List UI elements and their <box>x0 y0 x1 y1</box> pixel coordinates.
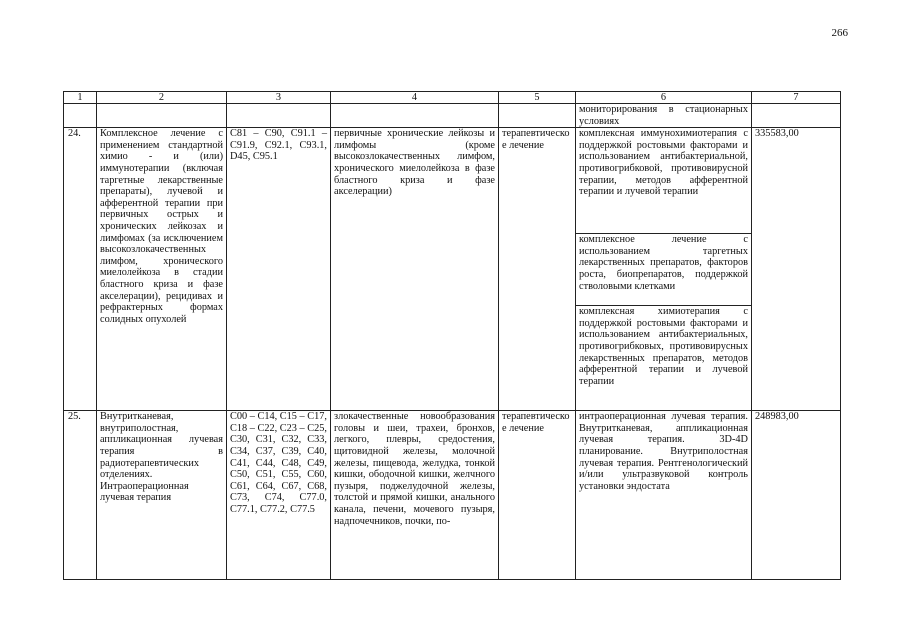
procedure-name: Внутритканевая, внутриполостная, аппликационная лучевая терапия в радиотерапевтических отделениях. Интраоперационная лучевая терапия <box>97 411 227 580</box>
treatment-type: терапевтическое лечение <box>499 128 576 411</box>
page-number: 266 <box>831 27 848 39</box>
diagnosis-codes: C00 – C14, C15 – C17, C18 – C22, C23 – C25, C30, C31, C32, C33, C34, C37, C39, C40, C41, C44, C48, C49, C50, C51, C55, C60, C61, C64, C67, C68, C73, C74, C77.0, C77.1, C77.2, C77.5 <box>227 411 331 580</box>
method-text: интраоперационная лучевая терапия. Внутритканевая, аппликационная лучевая терапия. 3D-4D планирование. Внутриполостная лучевая терапия. Рентгенологический и/или ультразвуковой контроль установки эндостата <box>576 411 752 580</box>
method-text: комплексная химиотерапия с поддержкой ростовыми факторами и использованием антибактериальных, противогрибковых, противовирусных лекарственных препаратов, методов афферентной терапии и лучевой терапии <box>576 305 751 410</box>
method-text: комплексная иммунохимиотерапия с поддержкой ростовыми факторами и использованием антибактериальной, противогрибковой, противовирусной терапии, методов афферентной терапии и лучевой терапии <box>579 128 748 198</box>
patient-model: первичные хронические лейкозы и лимфомы (кроме высокозлокачественных лимфом, хронического миелолейкоза в фазе бластного криза и фазе акселерации) <box>331 128 499 411</box>
method-cell: мониторирования в стационарных условиях <box>576 104 752 128</box>
header-cell: 3 <box>227 92 331 104</box>
row-number: 25. <box>64 411 97 580</box>
header-cell: 7 <box>752 92 841 104</box>
header-cell: 6 <box>576 92 752 104</box>
method-text: комплексное лечение с использованием таргетных лекарственных препаратов, факторов роста, биопрепаратов, поддержкой стволовыми клетками <box>576 233 751 305</box>
procedures-table <box>63 91 841 580</box>
patient-model: злокачественные новообразования головы и шеи, трахеи, бронхов, легкого, плевры, средостения, щитовидной железы, молочной железы, пищевода, желудка, тонкой кишки, ободочной кишки, желчного пузыря, поджелудочной железы, толстой и прямой кишки, анального канала, печени, мочевого пузыря, надпочечников, почки, по- <box>331 411 499 580</box>
cost-value: 248983,00 <box>752 411 841 580</box>
treatment-type: терапевтическое лечение <box>499 411 576 580</box>
continuation-row <box>64 104 841 128</box>
header-cell: 4 <box>331 92 499 104</box>
diagnosis-codes: C81 – C90, C91.1 – C91.9, C92.1, C93.1, D45, C95.1 <box>227 128 331 411</box>
table-cell <box>331 104 499 128</box>
table-row <box>64 128 841 411</box>
table-header-row <box>64 92 841 104</box>
cost-value: 335583,00 <box>752 128 841 411</box>
row-number: 24. <box>64 128 97 411</box>
procedure-name: Комплексное лечение с применением стандартной химио - и (или) иммунотерапии (включая таргетные лекарственные препараты), лучевой и афферентной терапии при первичных острых и хронических лейкозах и лимфомах (за исключением высокозлокачественных лимфом, хронического миелолейкоза в стадии бластного криза и фазе акселерации), рецидивах и рефрактерных формах солидных опухолей <box>97 128 227 411</box>
method-cell <box>576 128 752 411</box>
table-cell <box>499 104 576 128</box>
header-cell: 1 <box>64 92 97 104</box>
table-cell <box>752 104 841 128</box>
table-cell <box>64 104 97 128</box>
header-cell: 2 <box>97 92 227 104</box>
table-row <box>64 411 841 580</box>
table-cell <box>227 104 331 128</box>
header-cell: 5 <box>499 92 576 104</box>
table-cell <box>97 104 227 128</box>
